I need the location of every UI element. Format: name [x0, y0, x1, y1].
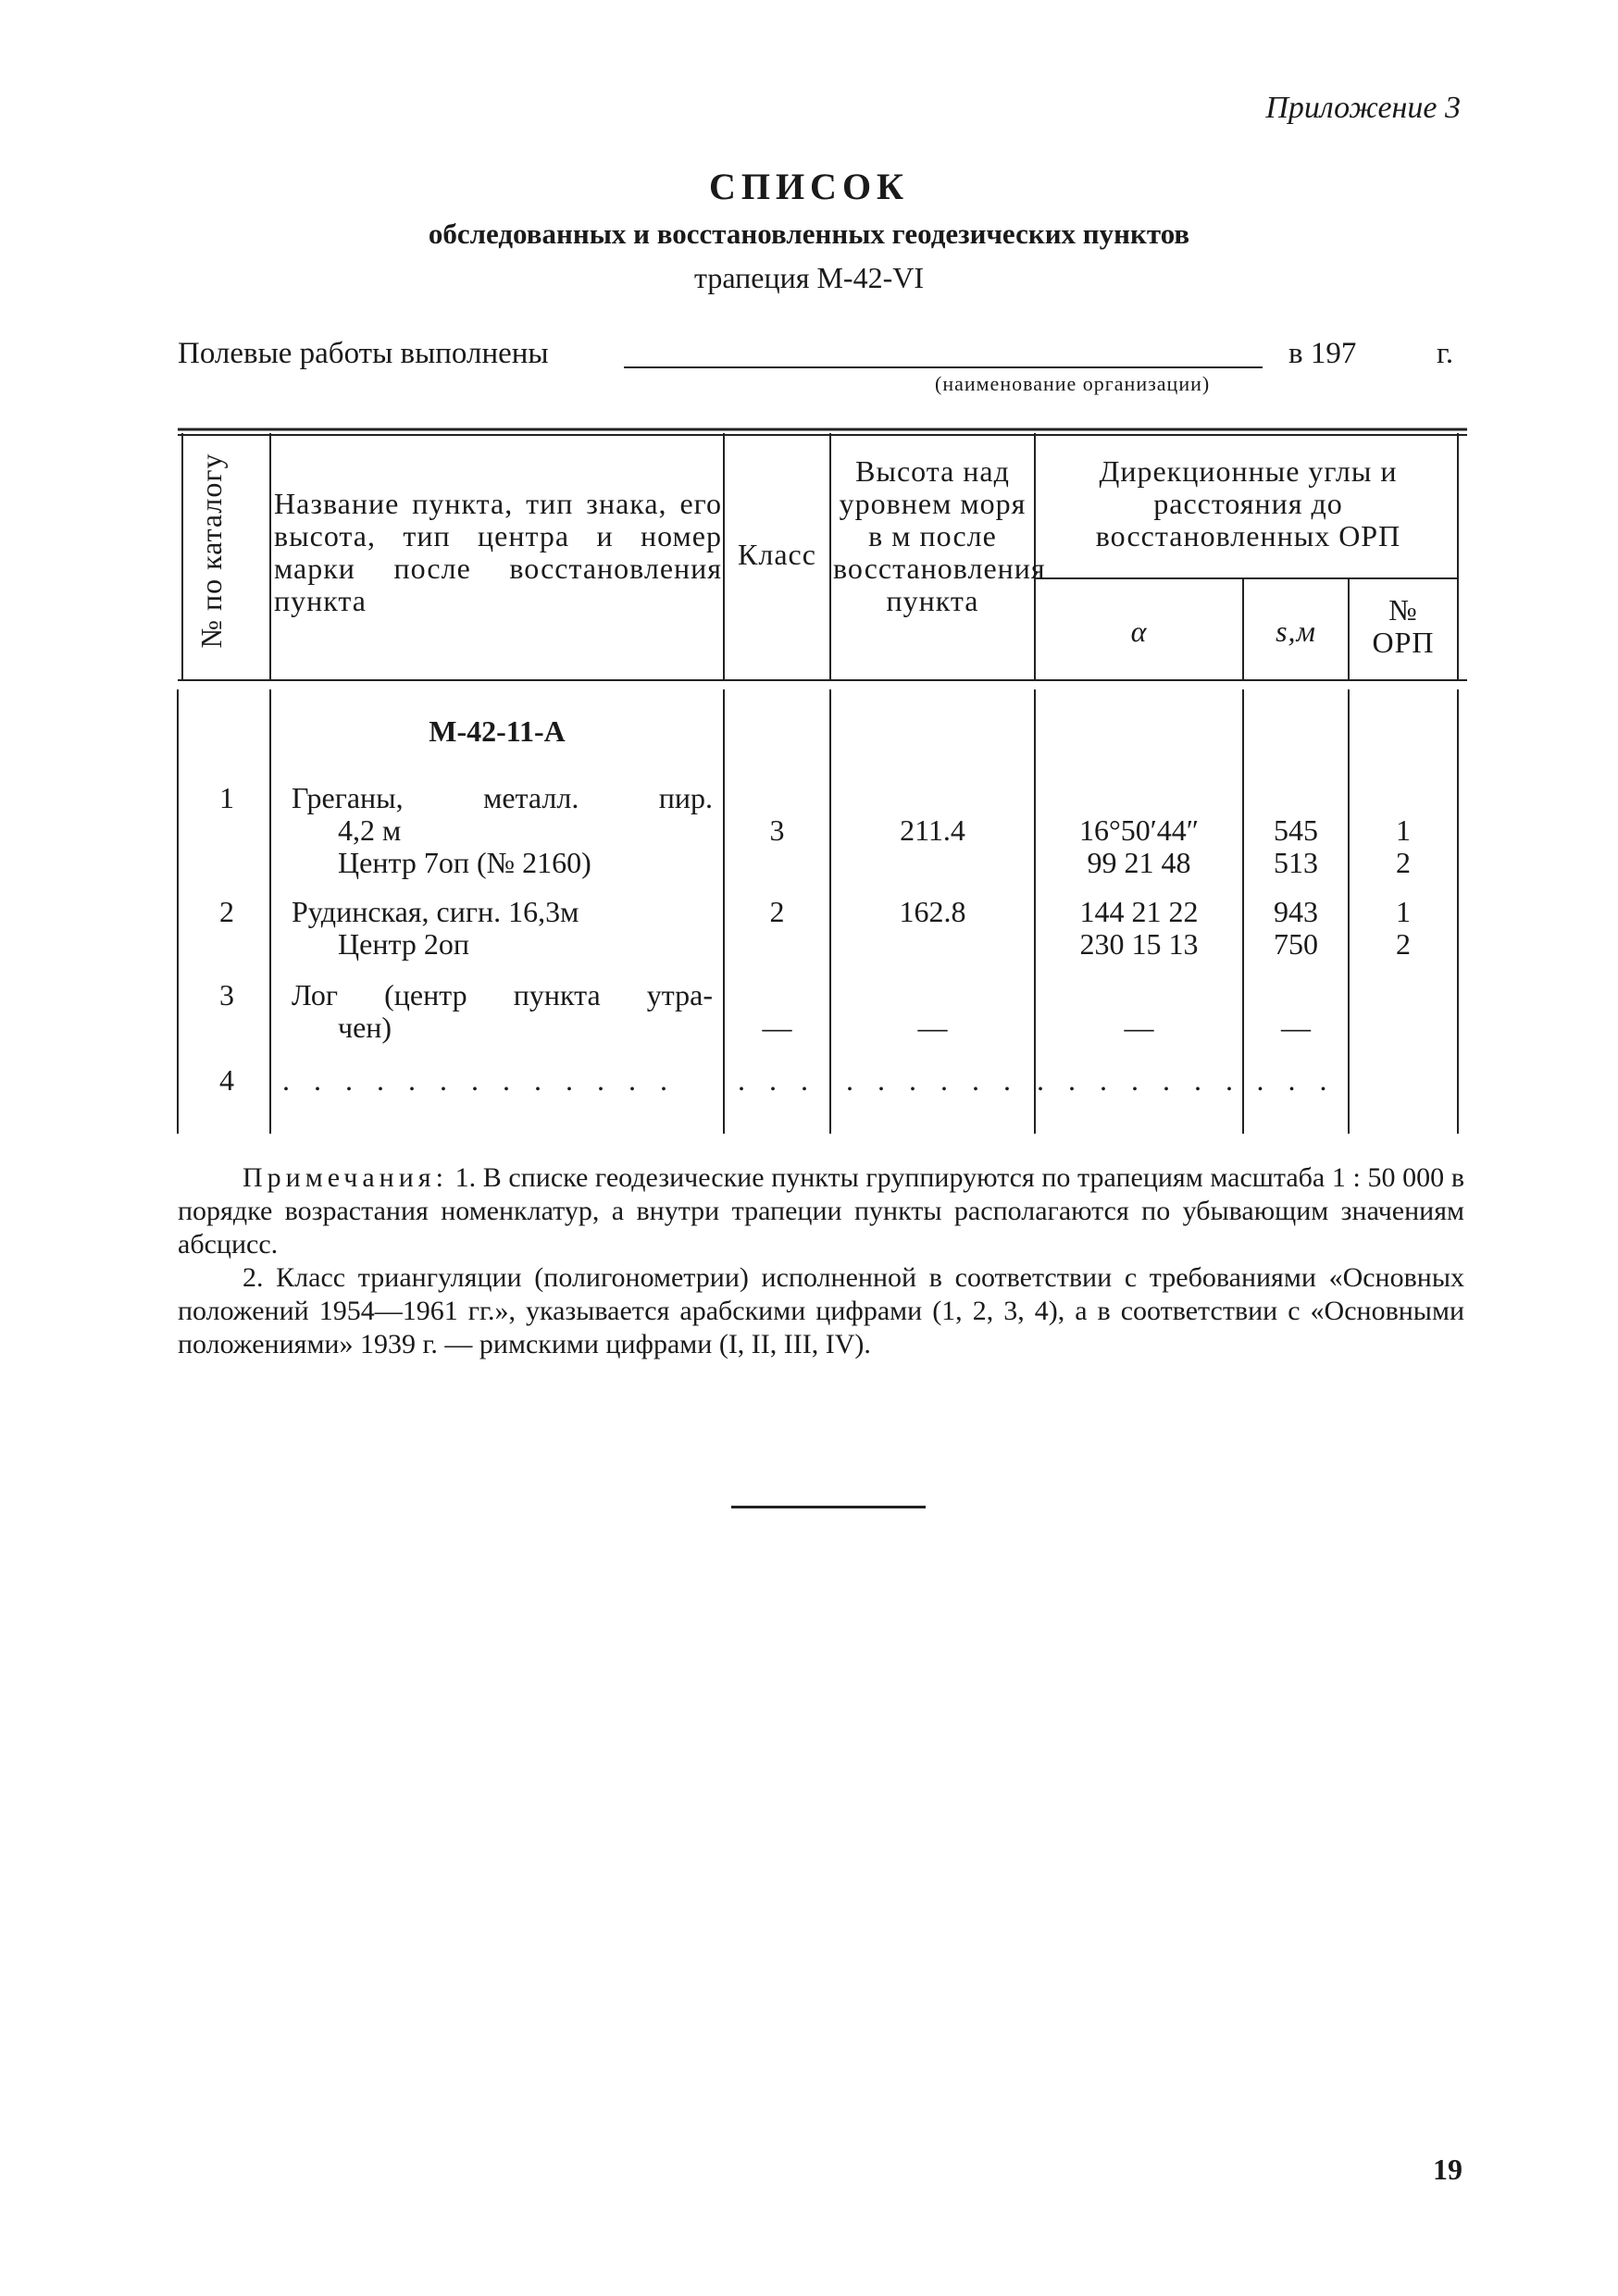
row2-orp-1: 1	[1396, 895, 1411, 928]
row3-class: —	[762, 1011, 792, 1044]
notes-block	[178, 1161, 1464, 1361]
row2-height: 162.8	[899, 895, 966, 928]
row1-alpha-1: 16°50′44″	[1078, 813, 1200, 847]
row3-height: —	[917, 1011, 948, 1044]
row1-name-line3: Центр 7оп (№ 2160)	[338, 846, 591, 879]
row2-class: 2	[769, 895, 785, 928]
row3-name-line2: чен)	[338, 1011, 392, 1044]
row4-height: . . . . . .	[846, 1063, 1019, 1097]
row2-s-1: 943	[1274, 895, 1318, 928]
row1-name-line2: 4,2 м	[338, 813, 402, 847]
document-subtitle: обследованных и восстановленных геодезических пунктов	[428, 217, 1190, 250]
row4-name: . . . . . . . . . . . . .	[282, 1063, 676, 1097]
header-height: Высота над уровнем моря в м после восстановления пункта	[833, 454, 1046, 617]
row2-name-line1: Рудинская, сигн. 16,3м	[292, 895, 579, 928]
header-catalog-no: № по каталогу	[194, 453, 228, 649]
header-alpha: α	[1130, 614, 1148, 648]
row1-no: 1	[219, 781, 234, 814]
header-name: Название пункта, тип знака, его высота, тип центра и номер марки после восстановления пункта	[274, 487, 722, 617]
row2-name-line2: Центр 2оп	[338, 927, 469, 961]
row1-orp-2: 2	[1396, 846, 1411, 879]
row1-alpha-2: 99 21 48	[1087, 846, 1191, 879]
row1-height: 211.4	[900, 813, 965, 847]
year-prefix: в 197	[1288, 337, 1357, 370]
row4-alpha: . . . . . . .	[1037, 1063, 1241, 1097]
end-divider	[731, 1506, 926, 1508]
org-caption: (наименование организации)	[935, 372, 1211, 395]
row2-alpha-2: 230 15 13	[1079, 927, 1199, 961]
row1-orp-1: 1	[1396, 813, 1411, 847]
note-2: 2. Класс триангуляции (полигонометрии) исполненной в соответствии с требованиями «Основных положений 1954—1961 гг.», указывается арабскими цифрами (1, 2, 3, 4), а в соответствии с «Основными положениями» 1939 г. — римскими цифрами (I, II, III, IV).	[178, 1262, 1464, 1359]
year-suffix: г.	[1437, 337, 1454, 370]
row4-no: 4	[219, 1063, 234, 1097]
row1-name-line1: Греганы, металл. пир.	[292, 781, 713, 814]
row4-s: . . .	[1256, 1063, 1336, 1097]
row2-alpha-1: 144 21 22	[1079, 895, 1199, 928]
row2-s-2: 750	[1274, 927, 1318, 961]
row3-no: 3	[219, 978, 234, 1011]
header-orp-no: № ОРП	[1372, 593, 1435, 659]
header-s: s,м	[1276, 614, 1316, 648]
header-class: Класс	[738, 538, 816, 571]
group-label: М-42-11-А	[429, 714, 566, 748]
notes-prefix: Примечания:	[243, 1162, 448, 1193]
row1-s-2: 513	[1274, 846, 1318, 879]
row4-class: . . .	[738, 1063, 816, 1097]
field-works-label: Полевые работы выполнены	[178, 337, 549, 370]
page-number: 19	[1433, 2153, 1462, 2186]
row3-alpha: —	[1124, 1011, 1154, 1044]
appendix-label: Приложение 3	[1265, 91, 1461, 125]
row2-orp-2: 2	[1396, 927, 1411, 961]
trapeze-label: трапеция М-42-VI	[694, 261, 924, 294]
row1-class: 3	[769, 813, 785, 847]
row2-no: 2	[219, 895, 234, 928]
row3-s: —	[1281, 1011, 1311, 1044]
header-directions: Дирекционные углы и расстояния до восстановленных ОРП	[1095, 454, 1401, 552]
note-1	[178, 1161, 1464, 1261]
row3-name-line1: Лог (центр пункта утра-	[292, 978, 713, 1011]
row1-s-1: 545	[1274, 813, 1318, 847]
note-1-text: 1. В списке геодезические пункты группируются по трапециям масштаба 1 : 50 000 в порядке возрастания номенклатур, а внутри трапеции пункты располагаются по убывающим значениям абсцисс.	[178, 1162, 1465, 1260]
document-title: СПИСОК	[708, 166, 910, 207]
